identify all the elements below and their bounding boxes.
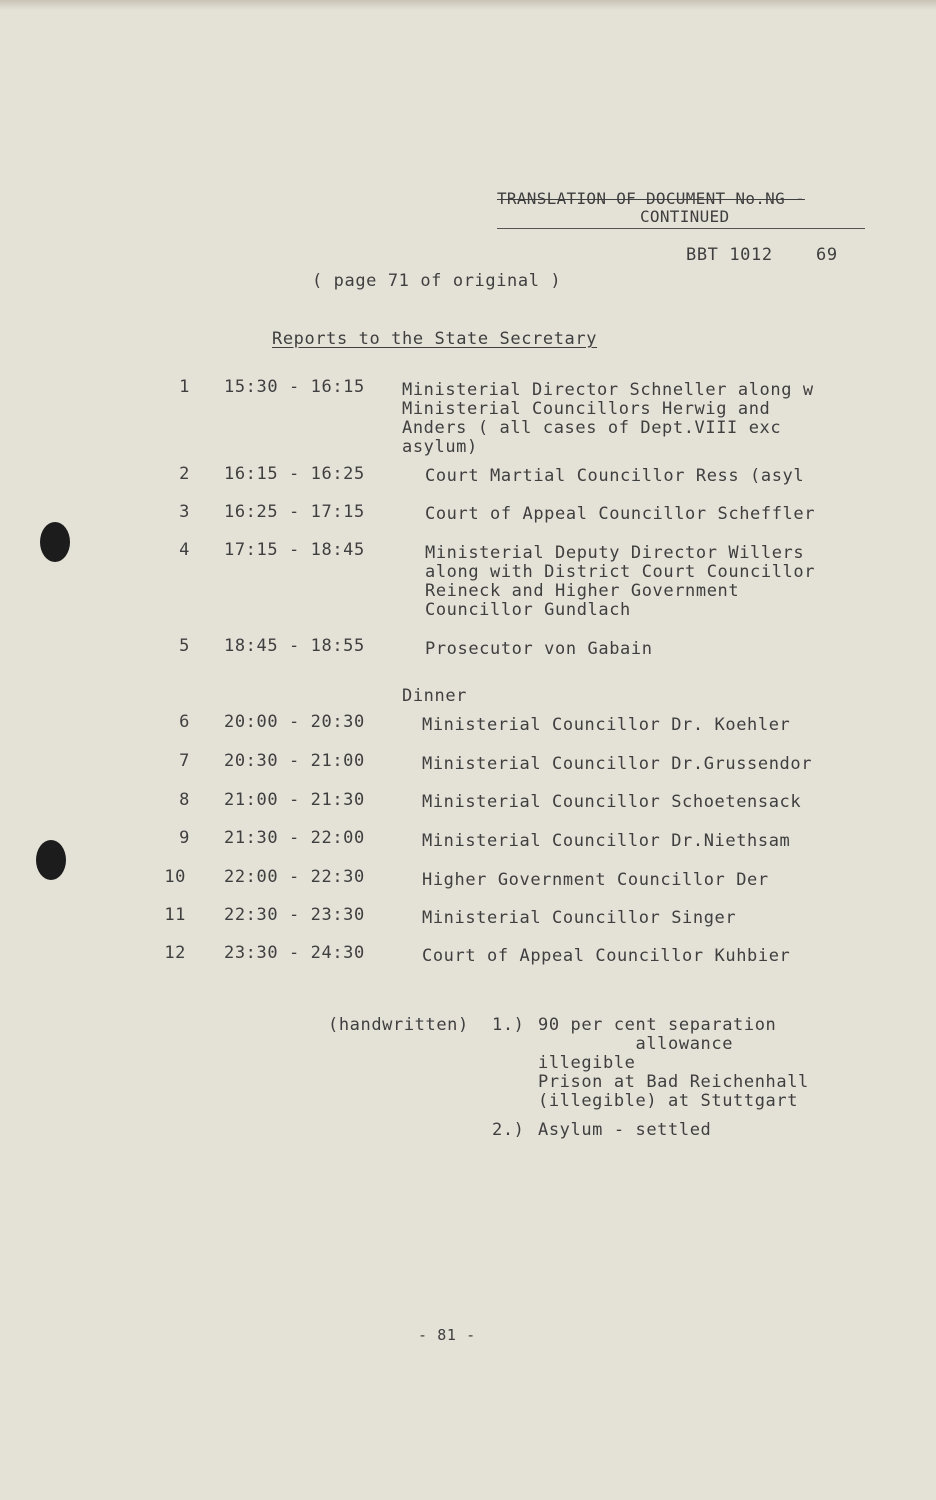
- document-reference: BBT 1012 69: [686, 245, 838, 265]
- entry-time: 22:30 - 23:30: [224, 905, 365, 925]
- entry-time: 16:25 - 17:15: [224, 502, 365, 522]
- entry-time: 22:00 - 22:30: [224, 867, 365, 887]
- original-page-reference: ( page 71 of original ): [312, 271, 562, 291]
- header-rule: [497, 228, 865, 229]
- section-heading: Reports to the State Secretary: [272, 329, 598, 349]
- entry-number: 9: [179, 828, 190, 848]
- entry-number: 11: [164, 905, 186, 925]
- handwritten-label: (handwritten): [328, 1015, 469, 1035]
- entry-description: Court of Appeal Councillor Scheffler: [425, 504, 816, 524]
- entry-description: Ministerial Councillor Dr.Niethsam: [422, 831, 791, 851]
- entry-number: 7: [179, 751, 190, 771]
- entry-number: 10: [164, 867, 186, 887]
- document-title: TRANSLATION OF DOCUMENT No.NG -: [497, 189, 805, 208]
- entry-description: Ministerial Deputy Director Willers along with District Court Councillor Reineck and Higher Government Councillor Gundlach: [425, 543, 816, 620]
- entry-time: 16:15 - 16:25: [224, 464, 365, 484]
- entry-description: Ministerial Director Schneller along w Ministerial Councillors Herwig and Anders ( all cases of Dept.VIII exc asylum): [402, 380, 814, 457]
- entry-time: 15:30 - 16:15: [224, 377, 365, 397]
- entry-description: Higher Government Councillor Der: [422, 870, 769, 890]
- entry-description: Prosecutor von Gabain: [425, 639, 653, 659]
- entry-description: Ministerial Councillor Singer: [422, 908, 737, 928]
- entry-description: Ministerial Councillor Dr. Koehler: [422, 715, 791, 735]
- punch-hole: [40, 522, 70, 562]
- entry-time: 21:30 - 22:00: [224, 828, 365, 848]
- entry-description: Court Martial Councillor Ress (asyl: [425, 466, 805, 486]
- entry-number: 1: [179, 377, 190, 397]
- document-subtitle: CONTINUED: [640, 207, 730, 226]
- entry-time: 18:45 - 18:55: [224, 636, 365, 656]
- entry-time: 23:30 - 24:30: [224, 943, 365, 963]
- note-text: Asylum - settled: [538, 1120, 712, 1140]
- entry-description: Ministerial Councillor Schoetensack: [422, 792, 802, 812]
- entry-time: 17:15 - 18:45: [224, 540, 365, 560]
- entry-description: Ministerial Councillor Dr.Grussendor: [422, 754, 813, 774]
- entry-description: Court of Appeal Councillor Kuhbier: [422, 946, 791, 966]
- page-number: - 81 -: [418, 1326, 476, 1344]
- entry-time: 20:30 - 21:00: [224, 751, 365, 771]
- entry-number: 12: [164, 943, 186, 963]
- entry-number: 2: [179, 464, 190, 484]
- entry-time: 21:00 - 21:30: [224, 790, 365, 810]
- entry-number: 3: [179, 502, 190, 522]
- entry-number: 4: [179, 540, 190, 560]
- entry-number: 6: [179, 712, 190, 732]
- note-number: 2.): [492, 1120, 525, 1140]
- note-text: 90 per cent separation allowance illegible Prison at Bad Reichenhall (illegible) at Stuttgart: [538, 1015, 809, 1111]
- entry-time: 20:00 - 20:30: [224, 712, 365, 732]
- entry-number: 5: [179, 636, 190, 656]
- note-number: 1.): [492, 1015, 525, 1035]
- punch-hole: [36, 840, 66, 880]
- dinner-break: Dinner: [402, 686, 468, 706]
- entry-number: 8: [179, 790, 190, 810]
